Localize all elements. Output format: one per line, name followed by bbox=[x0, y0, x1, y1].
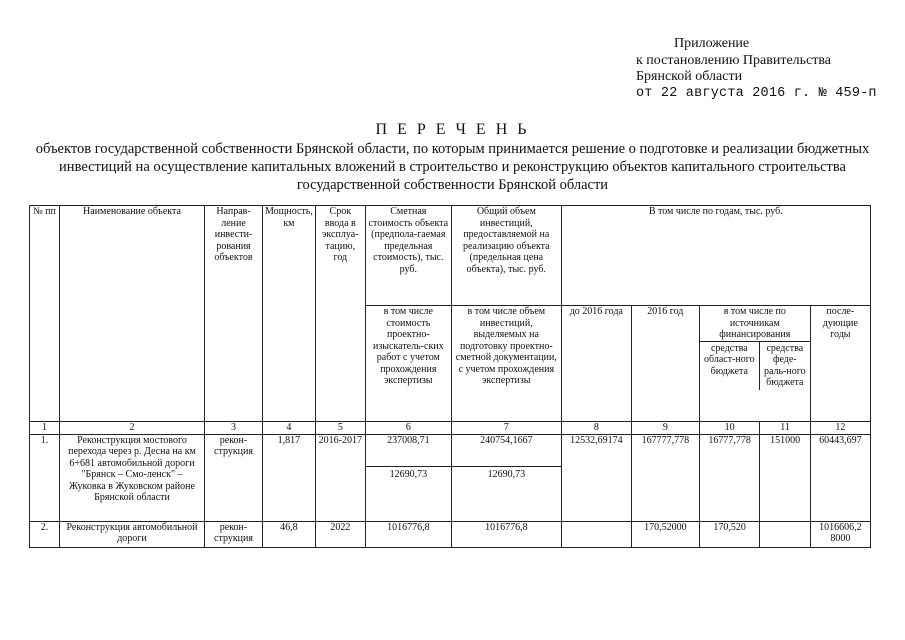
row-total-volume-sub: 12690,73 bbox=[452, 466, 561, 481]
row-term: 2016-2017 bbox=[315, 434, 365, 521]
appendix-date: от 22 августа 2016 г. № 459-п bbox=[636, 85, 877, 101]
col-number: 2 bbox=[60, 422, 205, 435]
appendix-line-2: к постановлению Правительства bbox=[636, 52, 832, 68]
row-2016: 170,52000 bbox=[631, 521, 699, 547]
row-est-cost-sub: 12690,73 bbox=[366, 466, 451, 481]
table-row bbox=[30, 521, 871, 547]
row-direction: рекон-струкция bbox=[205, 434, 263, 521]
header-direction: Направ-ление инвести-рования объектов bbox=[205, 206, 263, 422]
row-name: Реконструкция мостового перехода через р. Десна на км 6+681 автомобильной дороги "Брянск – Смо-ленск" – Жуковка в Жуковском районе Брянской области bbox=[60, 434, 205, 521]
row-capacity: 46,8 bbox=[263, 521, 316, 547]
document-subtitle: объектов государственной собственности Брянской области, по которым принимается решение о подготовке и реализации бюджетных инвестиций на осуществление капитальных вложений в строительство и реконструкцию объектов капитального строительства государственной собственности Брянской области bbox=[35, 141, 870, 193]
col-number: 1 bbox=[30, 422, 60, 435]
header-sources-group bbox=[699, 306, 810, 422]
row-before-2016 bbox=[561, 521, 631, 547]
header-est-cost-sub: в том числе стоимость проектно-изыскатель-ских работ с учетом прохождения экспертизы bbox=[365, 306, 451, 422]
row-direction: рекон-струкция bbox=[205, 521, 263, 547]
appendix-block bbox=[636, 36, 877, 102]
header-est-cost: Сметная стоимость объекта (предпола-гаемая предельная стоимость), тыс. руб. bbox=[365, 206, 451, 306]
row-later: 60443,697 bbox=[810, 434, 870, 521]
row-2016: 167777,778 bbox=[631, 434, 699, 521]
appendix-line-1: Приложение bbox=[674, 36, 750, 51]
col-number: 7 bbox=[451, 422, 561, 435]
header-federal: средства феде-раль-ного бюджета bbox=[764, 342, 806, 388]
col-number: 10 bbox=[699, 422, 760, 435]
col-number: 3 bbox=[205, 422, 263, 435]
header-2016: 2016 год bbox=[631, 306, 699, 422]
header-sources-split bbox=[700, 341, 810, 390]
row-total-volume-cell bbox=[451, 434, 561, 521]
row-total-volume: 240754,1667 bbox=[480, 434, 533, 446]
row-name: Реконструкция автомобильной дороги bbox=[60, 521, 205, 547]
col-number: 6 bbox=[365, 422, 451, 435]
header-num: № пп bbox=[30, 206, 60, 422]
row-regional: 16777,778 bbox=[699, 434, 760, 521]
col-number: 5 bbox=[315, 422, 365, 435]
header-total-volume-sub: в том числе объем инвестиций, выделяемых на подготовку проектно-сметной документации, с учетом прохождения экспертизы bbox=[451, 306, 561, 422]
header-by-years: В том числе по годам, тыс. руб. bbox=[561, 206, 870, 306]
row-num: 2. bbox=[30, 521, 60, 547]
col-number: 4 bbox=[263, 422, 316, 435]
col-number: 9 bbox=[631, 422, 699, 435]
header-before-2016: до 2016 года bbox=[561, 306, 631, 422]
header-total-volume: Общий объем инвестиций, предоставляемой на реализацию объекта (предельная цена объекта), тыс. руб. bbox=[451, 206, 561, 306]
header-term: Срок ввода в эксплуа-тацию, год bbox=[315, 206, 365, 422]
header-capacity: Мощность, км bbox=[263, 206, 316, 422]
appendix-line-3: Брянской области bbox=[636, 69, 743, 84]
row-term: 2022 bbox=[315, 521, 365, 547]
row-federal bbox=[760, 521, 810, 547]
row-before-2016: 12532,69174 bbox=[561, 434, 631, 521]
col-number: 8 bbox=[561, 422, 631, 435]
header-name: Наименование объекта bbox=[60, 206, 205, 422]
col-number: 12 bbox=[810, 422, 870, 435]
investment-table bbox=[29, 205, 871, 548]
row-federal: 151000 bbox=[760, 434, 810, 521]
col-number: 11 bbox=[760, 422, 810, 435]
row-est-cost: 237008,71 bbox=[387, 434, 430, 446]
table-row bbox=[30, 434, 871, 521]
column-number-row bbox=[30, 422, 871, 435]
row-regional: 170,520 bbox=[699, 521, 760, 547]
row-capacity: 1,817 bbox=[263, 434, 316, 521]
header-sources: в том числе по источникам финансирования bbox=[719, 306, 791, 340]
row-est-cost-cell bbox=[365, 434, 451, 521]
document-title: П Е Р Е Ч Е Н Ь bbox=[375, 121, 530, 138]
header-regional: средства област-ного бюджета bbox=[700, 342, 760, 390]
row-total-volume: 1016776,8 bbox=[451, 521, 561, 547]
row-est-cost: 1016776,8 bbox=[365, 521, 451, 547]
header-later: после-дующие годы bbox=[810, 306, 870, 422]
row-later: 1016606,2 8000 bbox=[810, 521, 870, 547]
row-num: 1. bbox=[30, 434, 60, 521]
